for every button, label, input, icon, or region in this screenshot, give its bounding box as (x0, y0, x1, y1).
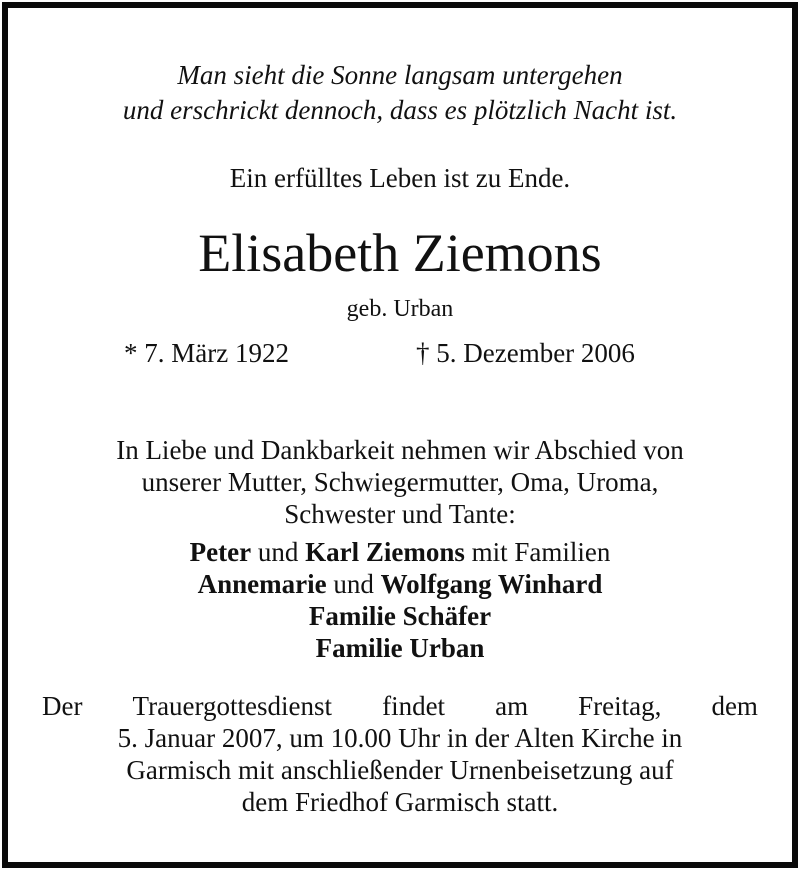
farewell-line-3: Schwester und Tante: (284, 499, 516, 529)
obituary-content (14, 8, 786, 862)
mourners-row-2 (14, 569, 786, 600)
service-word: Trauergottesdienst (132, 691, 333, 721)
maiden-name: geb. Urban (346, 296, 454, 322)
mourner-conjunction: und (333, 569, 374, 599)
service-line-1 (42, 691, 758, 722)
service-word: findet (382, 691, 446, 721)
mourner-suffix: mit Familien (471, 537, 611, 567)
life-statement: Ein erfülltes Leben ist zu Ende. (229, 163, 571, 193)
mourner-name: Annemarie (197, 569, 327, 599)
farewell-line-2: unserer Mutter, Schwiegermutter, Oma, Uroma, (141, 467, 659, 497)
quote-line-1: Man sieht die Sonne langsam untergehen (177, 60, 623, 90)
birth-date: * 7. März 1922 (124, 338, 289, 368)
obituary-notice (2, 2, 798, 868)
mourners-row-3: Familie Schäfer (308, 601, 492, 631)
mourners-row-1 (14, 537, 786, 568)
mourner-name: Peter (189, 537, 252, 567)
service-line-3: Garmisch mit anschließender Urnenbeisetzung auf (126, 755, 674, 785)
service-word: Freitag, (578, 691, 662, 721)
quote-line-2: und erschrickt dennoch, dass es plötzlich Nacht ist. (122, 95, 678, 125)
service-line-2: 5. Januar 2007, um 10.00 Uhr in der Alten Kirche in (117, 723, 683, 753)
deceased-name: Elisabeth Ziemons (198, 223, 602, 283)
service-word: am (495, 691, 529, 721)
mourner-conjunction: und (257, 537, 299, 567)
service-word: dem (711, 691, 758, 721)
farewell-line-1: In Liebe und Dankbarkeit nehmen wir Abschied von (116, 435, 684, 465)
mourner-name: Karl Ziemons (305, 537, 465, 567)
mourners-row-4: Familie Urban (315, 633, 485, 663)
mourner-name: Wolfgang Winhard (380, 569, 603, 599)
service-word: Der (42, 691, 83, 721)
service-line-4: dem Friedhof Garmisch statt. (241, 787, 559, 817)
death-date: † 5. Dezember 2006 (416, 338, 635, 368)
